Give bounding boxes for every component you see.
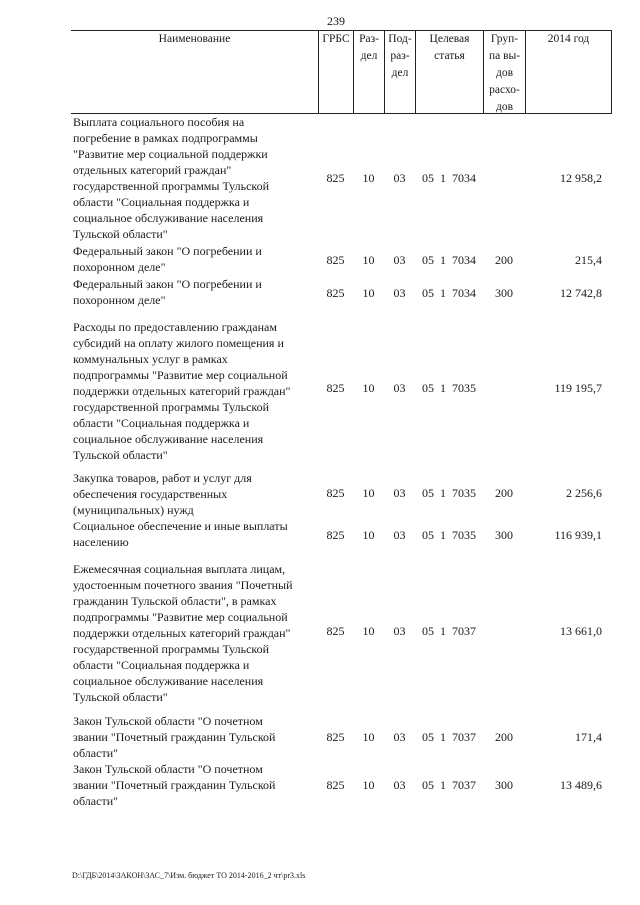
row-name: Выплата социального пособия на погребение в рамках подпрограммы "Развитие мер социальной поддержки отдельных категорий граждан" государственной программы Тульской области "Социальная поддержка и социальное обслуживание населения Тульской области" <box>73 115 270 241</box>
row-name: Закон Тульской области "О почетном звании "Почетный гражданин Тульской области" <box>73 762 276 808</box>
header-razdel: Раз- дел <box>353 31 384 113</box>
row-razdel: 10 <box>362 528 375 542</box>
row-razdel: 10 <box>362 171 375 185</box>
row-gruppa: 200 <box>495 253 513 267</box>
row-gruppa: 300 <box>495 286 513 300</box>
row-razdel: 10 <box>362 286 375 300</box>
table-row <box>71 114 612 242</box>
row-tselevaya: 05 1 7035 <box>422 381 476 395</box>
row-gruppa: 300 <box>495 778 513 792</box>
header-grbs: ГРБС <box>318 31 353 113</box>
row-amount: 2 256,6 <box>566 486 602 500</box>
row-razdel: 10 <box>362 778 375 792</box>
footer-file-path: D:\ГДБ\2014\ЗАКОН\ЗАС_7\Изм. бюджет ТО 2014-2016_2 чт\pr3.xls <box>72 871 306 880</box>
row-podrazdel: 03 <box>393 730 406 744</box>
row-amount: 171,4 <box>575 730 602 744</box>
row-tselevaya: 05 1 7037 <box>422 778 476 792</box>
row-razdel: 10 <box>362 730 375 744</box>
row-tselevaya: 05 1 7035 <box>422 528 476 542</box>
table-header <box>71 30 612 114</box>
row-amount: 119 195,7 <box>554 381 602 395</box>
row-tselevaya: 05 1 7034 <box>422 286 476 300</box>
table-row <box>71 561 612 706</box>
row-name: Закупка товаров, работ и услуг для обеспечения государственных (муниципальных) нужд <box>73 471 252 517</box>
row-amount: 12 958,2 <box>560 171 602 185</box>
row-amount: 116 939,1 <box>554 528 602 542</box>
row-podrazdel: 03 <box>393 286 406 300</box>
row-amount: 13 661,0 <box>560 624 602 638</box>
row-amount: 12 742,8 <box>560 286 602 300</box>
header-tselevaya-statya: Целевая статья <box>415 31 483 113</box>
row-tselevaya: 05 1 7037 <box>422 624 476 638</box>
row-grbs: 825 <box>326 171 345 185</box>
row-gruppa: 200 <box>495 730 513 744</box>
table-row <box>71 243 612 277</box>
row-podrazdel: 03 <box>393 528 406 542</box>
row-tselevaya: 05 1 7034 <box>422 253 476 267</box>
row-razdel: 10 <box>362 253 375 267</box>
row-podrazdel: 03 <box>393 486 406 500</box>
row-amount: 13 489,6 <box>560 778 602 792</box>
row-tselevaya: 05 1 7034 <box>422 171 476 185</box>
row-podrazdel: 03 <box>393 778 406 792</box>
page-number: 239 <box>327 14 345 28</box>
row-amount: 215,4 <box>575 253 602 267</box>
row-podrazdel: 03 <box>393 253 406 267</box>
row-grbs: 825 <box>326 286 345 300</box>
row-grbs: 825 <box>326 528 345 542</box>
header-gruppa-vidov: Груп- па вы- дов расхо- дов <box>483 31 525 113</box>
header-podrazdel: Под- раз- дел <box>384 31 415 113</box>
row-razdel: 10 <box>362 624 375 638</box>
row-grbs: 825 <box>326 486 345 500</box>
row-grbs: 825 <box>326 730 345 744</box>
row-name: Расходы по предоставлению гражданам субсидий на оплату жилого помещения и коммунальных услуг в рамках подпрограммы "Развитие мер социальной поддержки отдельных категорий граждан" государственной программы Тульской области "Социальная поддержка и социальное обслуживание населения Тульской области" <box>73 320 291 462</box>
row-podrazdel: 03 <box>393 381 406 395</box>
row-grbs: 825 <box>326 253 345 267</box>
row-name: Федеральный закон "О погребении и похоронном деле" <box>73 244 262 274</box>
row-tselevaya: 05 1 7037 <box>422 730 476 744</box>
row-podrazdel: 03 <box>393 624 406 638</box>
row-grbs: 825 <box>326 381 345 395</box>
row-razdel: 10 <box>362 486 375 500</box>
row-gruppa: 200 <box>495 486 513 500</box>
row-name: Ежемесячная социальная выплата лицам, удостоенным почетного звания "Почетный гражданин Тульской области", в рамках подпрограммы "Развитие мер социальной поддержки отдельных категорий граждан" государственной программы Тульской области "Социальная поддержка и социальное обслуживание населения Тульской области" <box>73 562 293 704</box>
row-grbs: 825 <box>326 624 345 638</box>
row-podrazdel: 03 <box>393 171 406 185</box>
header-year: 2014 год <box>525 31 612 113</box>
header-name: Наименование <box>158 33 231 45</box>
row-name: Федеральный закон "О погребении и похоронном деле" <box>73 277 262 307</box>
row-razdel: 10 <box>362 381 375 395</box>
row-name: Закон Тульской области "О почетном звании "Почетный гражданин Тульской области" <box>73 714 276 760</box>
row-gruppa: 300 <box>495 528 513 542</box>
row-tselevaya: 05 1 7035 <box>422 486 476 500</box>
table-row <box>71 761 612 811</box>
table-row <box>71 713 612 763</box>
row-grbs: 825 <box>326 778 345 792</box>
table-row <box>71 518 612 552</box>
table-row <box>71 319 612 464</box>
table-row <box>71 470 612 520</box>
table-row <box>71 276 612 310</box>
row-name: Социальное обеспечение и иные выплаты населению <box>73 519 288 549</box>
